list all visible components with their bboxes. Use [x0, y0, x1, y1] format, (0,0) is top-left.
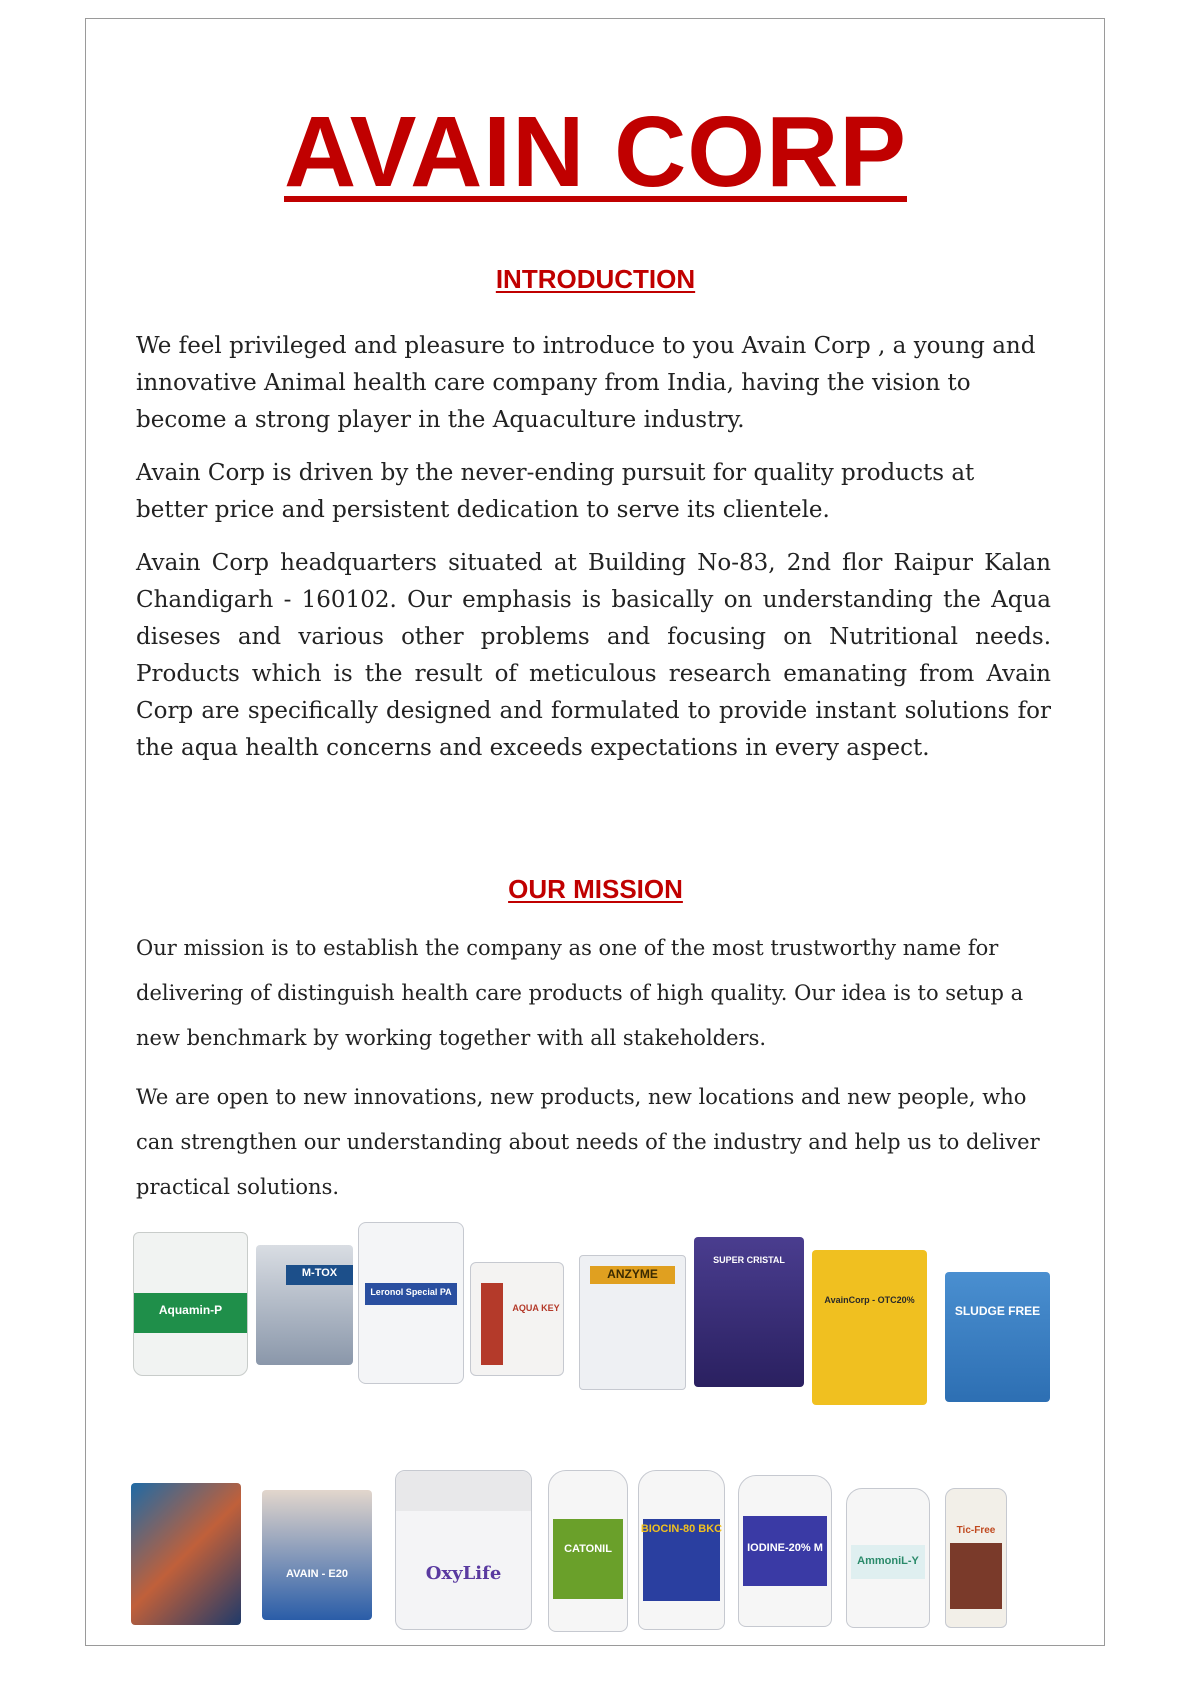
- intro-paragraph-1: We feel privileged and pleasure to introduce to you Avain Corp , a young and innovative Animal health care company from India, having the vision to become a strong player in the Aquaculture industry.: [136, 333, 1036, 433]
- product-image: [812, 1250, 927, 1405]
- product-label: AvainCorp - OTC20%: [824, 1295, 915, 1305]
- mission-heading: OUR MISSION: [508, 874, 683, 904]
- product-band: [481, 1283, 503, 1365]
- product-label: Leronol Special PA: [370, 1287, 452, 1297]
- product-label: OxyLife: [425, 1563, 502, 1584]
- product-label: AVAIN - E20: [286, 1568, 348, 1580]
- product-image: [395, 1470, 532, 1630]
- product-image: [358, 1222, 464, 1384]
- product-image: [579, 1255, 686, 1390]
- product-image: [638, 1470, 725, 1630]
- product-image: [738, 1475, 832, 1627]
- product-label: Tic-Free: [956, 1525, 996, 1536]
- product-label: M-TOX: [301, 1267, 338, 1279]
- product-image: [133, 1232, 248, 1376]
- mission-paragraph-1: Our mission is to establish the company as one of the most trustworthy name for delivering of distinguish health care products of high quality. Our idea is to setup a new benchmark by working together with all stakeholders.: [136, 936, 1024, 1050]
- product-image: [945, 1272, 1050, 1402]
- product-label: Aquamin-P: [158, 1303, 223, 1317]
- product-image: [256, 1245, 353, 1365]
- company-title: AVAIN CORP: [284, 96, 907, 208]
- product-image: [846, 1488, 930, 1628]
- product-band: [553, 1519, 623, 1599]
- product-image: [262, 1490, 372, 1620]
- product-label: SLUDGE FREE: [954, 1304, 1041, 1318]
- product-image: [548, 1470, 628, 1632]
- product-label: SUPER CRISTAL: [713, 1255, 785, 1265]
- intro-paragraph-2: Avain Corp is driven by the never-ending pursuit for quality products at better price and persistent dedication to serve its clientele.: [136, 460, 975, 523]
- product-image: [694, 1237, 804, 1387]
- product-image: [470, 1262, 564, 1376]
- product-image: [945, 1488, 1007, 1628]
- product-band: [950, 1543, 1002, 1609]
- product-label: AQUA KEY: [512, 1303, 560, 1313]
- product-label: CATONIL: [564, 1543, 612, 1555]
- product-label: ANZYME: [607, 1267, 658, 1281]
- product-label: BIOCIN-80 BKC: [640, 1523, 723, 1535]
- introduction-heading: INTRODUCTION: [495, 264, 696, 294]
- jar-lid: [396, 1471, 531, 1511]
- product-label: IODINE-20% M: [747, 1542, 823, 1554]
- mission-paragraph-2: We are open to new innovations, new products, new locations and new people, who can strengthen our understanding about needs of the industry and help us to deliver practical solutions.: [136, 1085, 1040, 1199]
- product-image: [131, 1483, 241, 1625]
- intro-paragraph-3: Avain Corp headquarters situated at Building No-83, 2nd flor Raipur Kalan Chandigarh - 160102. Our emphasis is basically on understanding the Aqua diseses and various other problems and focusing on Nutritional needs. Products which is the result of meticulous research emanating from Avain Corp are specifically designed and formulated to provide instant solutions for the aqua health concerns and exceeds expectations in every aspect.: [136, 550, 1051, 761]
- product-label: AmmoniL-Y: [857, 1555, 919, 1567]
